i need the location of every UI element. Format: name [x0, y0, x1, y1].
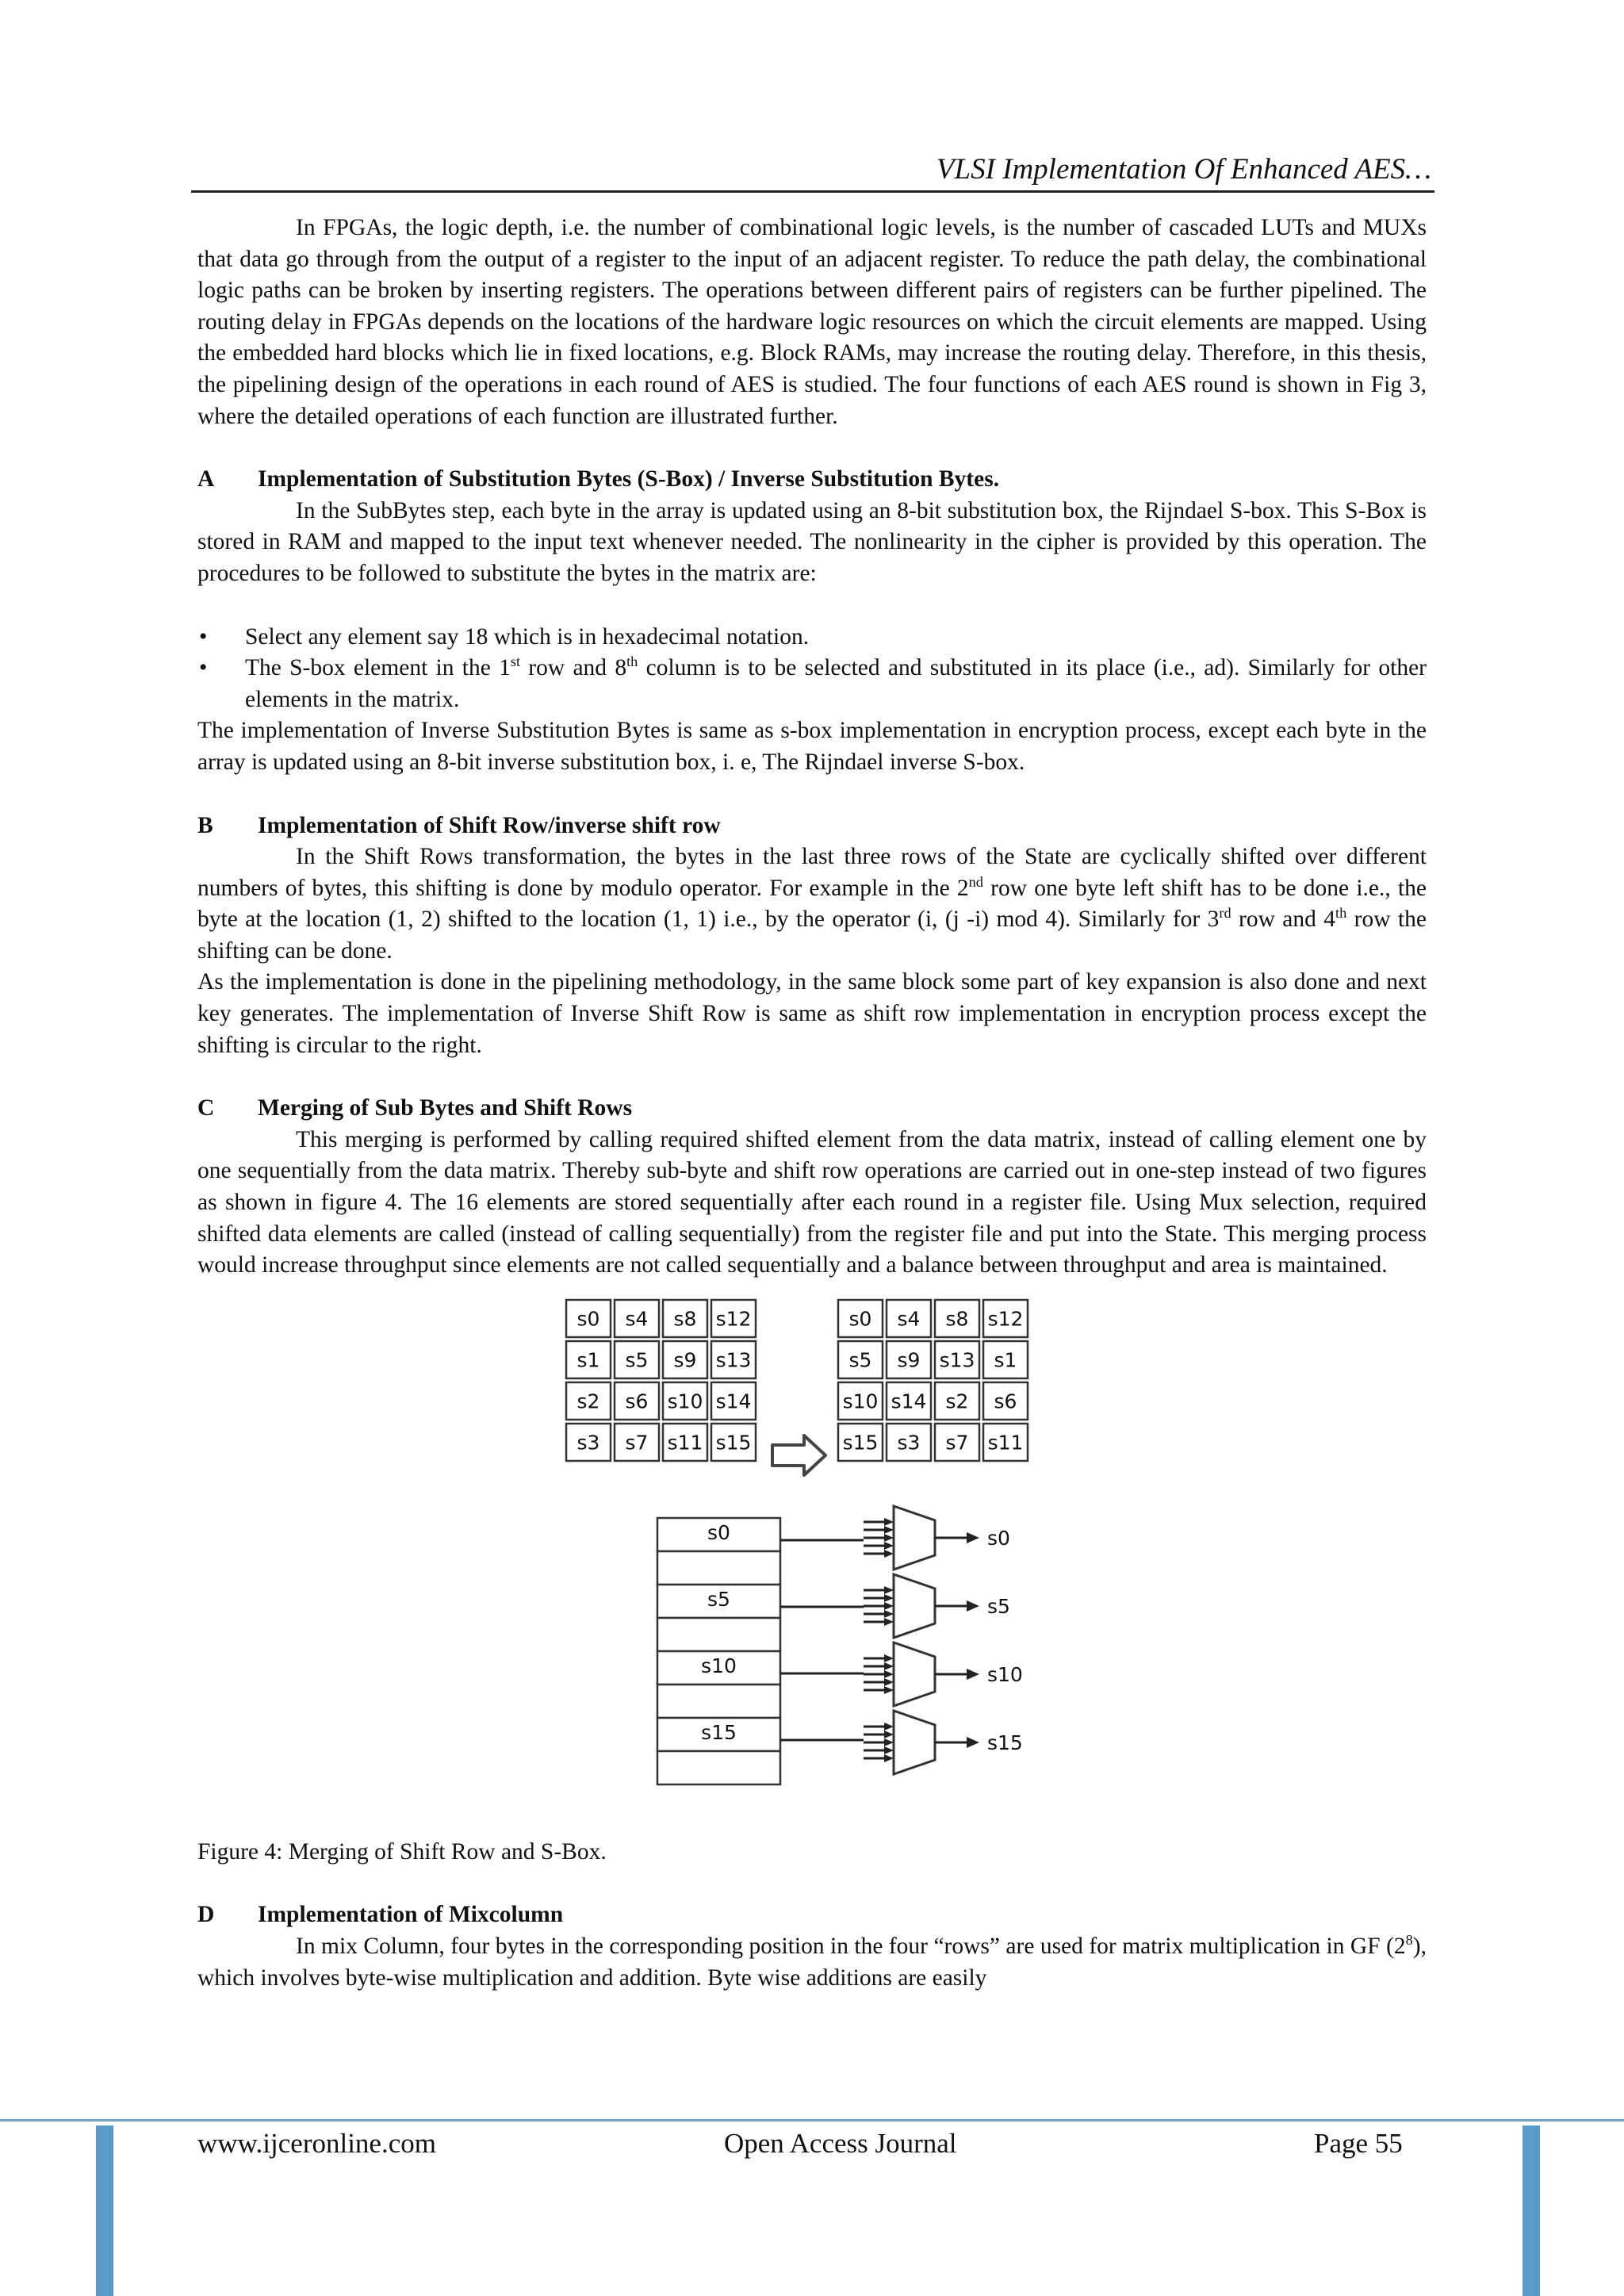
mux-body [894, 1506, 935, 1570]
matrix-cell-label: s15 [715, 1431, 752, 1455]
register-label: s15 [701, 1720, 737, 1744]
register-slot [657, 1551, 780, 1585]
register-label: s5 [707, 1587, 730, 1611]
section-a-paragraph: In the SubBytes step, each byte in the array is updated using an 8-bit substitution box, the Rijndael S-box. This S-Box is stored in RAM and mapped to the input text whenever needed. The nonlinearity in the cipher is provided by this operation. The procedures to be followed to substitute the bytes in the matrix are: [197, 497, 1427, 586]
matrix-cell-label: s7 [945, 1431, 969, 1455]
mux-input-arrowhead [884, 1610, 894, 1618]
matrix-cell-label: s3 [897, 1431, 921, 1455]
footer-right-bar [1522, 2125, 1540, 2296]
register-label: s0 [707, 1520, 730, 1544]
list-item [197, 653, 1427, 715]
register-slot [657, 1751, 780, 1784]
register-slot [657, 1618, 780, 1651]
section-d-heading [197, 1899, 1427, 1931]
section-a-letter: A [197, 466, 215, 493]
matrix-cell-label: s14 [891, 1389, 927, 1413]
matrix-cell-label: s4 [625, 1307, 649, 1331]
section-d-letter: D [197, 1902, 215, 1928]
bullet-1-text: Select any element say 18 which is in hexadecimal notation. [245, 623, 810, 650]
header-rule [191, 190, 1434, 193]
matrix-cell-label: s12 [987, 1307, 1024, 1331]
mux-input-arrowhead [884, 1618, 894, 1626]
section-c-heading [197, 1093, 1427, 1125]
mux-output-label: s15 [987, 1731, 1023, 1754]
mux-input-arrowhead [884, 1534, 894, 1542]
matrix-cell-label: s11 [987, 1431, 1024, 1455]
section-b-heading [197, 811, 1427, 842]
footer-left-bar [96, 2125, 113, 2296]
section-d-paragraph: In mix Column, four bytes in the corresponding position in the four “rows” are used for matrix multiplication in GF $(2^8)$, which involves byte-wise multiplication and addition. Byte wise additions are easily [197, 1932, 1427, 1991]
matrix-cell-label: s2 [576, 1389, 600, 1413]
mux-input-arrowhead [884, 1654, 894, 1662]
mux-body [894, 1642, 935, 1706]
footer-website-link[interactable]: www.ijceronline.com [197, 2128, 436, 2159]
page-body [197, 213, 1427, 1994]
mux-output-arrowhead [967, 1600, 979, 1612]
footer-journal-name: Open Access Journal [724, 2128, 957, 2159]
matrix-cell-label: s14 [715, 1389, 752, 1413]
section-b-letter: B [197, 812, 213, 838]
matrix-cell-label: s13 [715, 1348, 752, 1372]
matrix-cell-label: s6 [994, 1389, 1017, 1413]
matrix-cell-label: s10 [667, 1389, 703, 1413]
matrix-cell-label: s4 [897, 1307, 921, 1331]
running-header-title: VLSI Implementation Of Enhanced AES… [936, 153, 1431, 186]
section-b-paragraph-1: In the Shift Rows transformation, the bytes in the last three rows of the State are cyclically shifted over different numbers of bytes, this shifting is done by modulo operator. For example in the 2nd row one byte left shift has to be done i.e., the byte at the location (1, 2) shifted to the location (1, 1) i.e., by the operator (i, (j -i) mod 4). Similarly for 3rd row and 4th row the shifting can be done. [197, 844, 1427, 964]
state-matrix-after [838, 1300, 1028, 1461]
matrix-cell-label: s5 [848, 1348, 872, 1372]
matrix-cell-label: s3 [576, 1431, 600, 1455]
section-a-title: Implementation of Substitution Bytes (S-Box) / Inverse Substitution Bytes. [258, 466, 1000, 493]
mux-input-arrowhead [884, 1526, 894, 1534]
register-slot [657, 1685, 780, 1718]
section-b-title: Implementation of Shift Row/inverse shift row [258, 812, 721, 838]
matrix-cell-label: s2 [945, 1389, 969, 1413]
matrix-cell-label: s5 [625, 1348, 649, 1372]
section-d-title: Implementation of Mixcolumn [258, 1902, 564, 1928]
mux-output-label: s10 [987, 1662, 1023, 1686]
section-c-letter: C [197, 1095, 215, 1121]
mux-output-label: s0 [987, 1526, 1010, 1550]
intro-paragraph: In FPGAs, the logic depth, i.e. the number of combinational logic levels, is the number of cascaded LUTs and MUXs that data go through from the output of a register to the input of an adjacent register. To reduce the path delay, the combinational logic paths can be broken by inserting registers. The operations between different pairs of registers can be further pipelined. The routing delay in FPGAs depends on the locations of the hardware logic resources on which the circuit elements are mapped. Using the embedded hard blocks which lie in fixed locations, e.g. Block RAMs, may increase the routing delay. Therefore, in this thesis, the pipelining design of the operations in each round of AES is studied. The four functions of each AES round is shown in Fig 3, where the detailed operations of each function are illustrated further. [197, 215, 1427, 429]
footer-rule [0, 2119, 1624, 2122]
mux-input-arrowhead [884, 1594, 894, 1602]
matrix-cell-label: s8 [673, 1307, 697, 1331]
matrix-cell-label: s9 [673, 1348, 697, 1372]
figure-4 [197, 1296, 1427, 1837]
matrix-cell-label: s7 [625, 1431, 649, 1455]
section-c-paragraph: This merging is performed by calling required shifted element from the data matrix, instead of calling element one by one sequentially from the data matrix. Thereby sub-byte and shift row operations are carried out in one-step instead of two figures as shown in figure 4. The 16 elements are stored sequentially after each round in a register file. Using Mux selection, required shifted data elements are called (instead of calling sequentially) from the register file and put into the State. This merging process would increase throughput since elements are not called sequentially and a balance between throughput and area is maintained. [197, 1126, 1427, 1278]
register-file [657, 1518, 780, 1784]
matrix-cell-label: s10 [842, 1389, 879, 1413]
mux-body [894, 1711, 935, 1774]
bullet-icon: • [199, 655, 208, 681]
section-c-title: Merging of Sub Bytes and Shift Rows [258, 1095, 633, 1121]
mux-input-arrowhead [884, 1602, 894, 1610]
inverse-sbox-paragraph: The implementation of Inverse Substitution Bytes is same as s-box implementation in encryption process, except each byte in the array is updated using an 8-bit inverse substitution box, i. e, The Rijndael inverse S-box. [197, 718, 1427, 775]
matrix-cell-label: s11 [667, 1431, 703, 1455]
mux-array [780, 1506, 1023, 1774]
matrix-cell-label: s13 [939, 1348, 975, 1372]
mux-output-arrowhead [967, 1669, 979, 1680]
section-a-heading [197, 464, 1427, 496]
section-b-paragraph-2: As the implementation is done in the pipelining methodology, in the same block some part of key expansion is also done and next key generates. The implementation of Inverse Shift Row is same as shift row implementation in encryption process except the shifting is circular to the right. [197, 969, 1427, 1058]
mux-input-arrowhead [884, 1738, 894, 1746]
matrix-cell-label: s6 [625, 1389, 649, 1413]
mux-input-arrowhead [884, 1662, 894, 1670]
sbox-steps-list [197, 622, 1427, 716]
mux-body [894, 1574, 935, 1638]
mux-input-arrowhead [884, 1550, 894, 1558]
mux-input-arrowhead [884, 1670, 894, 1678]
mux-input-arrowhead [884, 1518, 894, 1526]
matrix-cell-label: s0 [576, 1307, 600, 1331]
mux-input-arrowhead [884, 1731, 894, 1738]
state-matrix-before [566, 1300, 756, 1461]
merge-diagram [562, 1296, 1070, 1837]
mux-output-label: s5 [987, 1594, 1010, 1618]
figure-4-caption: Figure 4: Merging of Shift Row and S-Box. [197, 1838, 607, 1865]
shift-arrow-icon [772, 1435, 825, 1475]
bullet-2-text: The S-box element in the 1st row and 8th column is to be selected and substituted in its place (i.e., ad). Similarly for other elements in the matrix. [245, 654, 1427, 712]
mux-output-arrowhead [967, 1737, 979, 1748]
matrix-cell-label: s12 [715, 1307, 752, 1331]
matrix-cell-label: s9 [897, 1348, 921, 1372]
mux-input-arrowhead [884, 1542, 894, 1550]
matrix-cell-label: s0 [848, 1307, 872, 1331]
matrix-cell-label: s8 [945, 1307, 969, 1331]
footer-page-number: Page 55 [1314, 2128, 1403, 2159]
mux-input-arrowhead [884, 1586, 894, 1594]
register-label: s10 [701, 1654, 737, 1677]
matrix-cell-label: s1 [576, 1348, 600, 1372]
mux-input-arrowhead [884, 1686, 894, 1694]
bullet-icon: • [199, 623, 208, 650]
matrix-cell-label: s15 [842, 1431, 879, 1455]
mux-input-arrowhead [884, 1678, 894, 1686]
matrix-cell-label: s1 [994, 1348, 1017, 1372]
mux-input-arrowhead [884, 1754, 894, 1762]
mux-input-arrowhead [884, 1723, 894, 1731]
list-item [197, 622, 1427, 654]
mux-output-arrowhead [967, 1532, 979, 1543]
mux-input-arrowhead [884, 1746, 894, 1754]
